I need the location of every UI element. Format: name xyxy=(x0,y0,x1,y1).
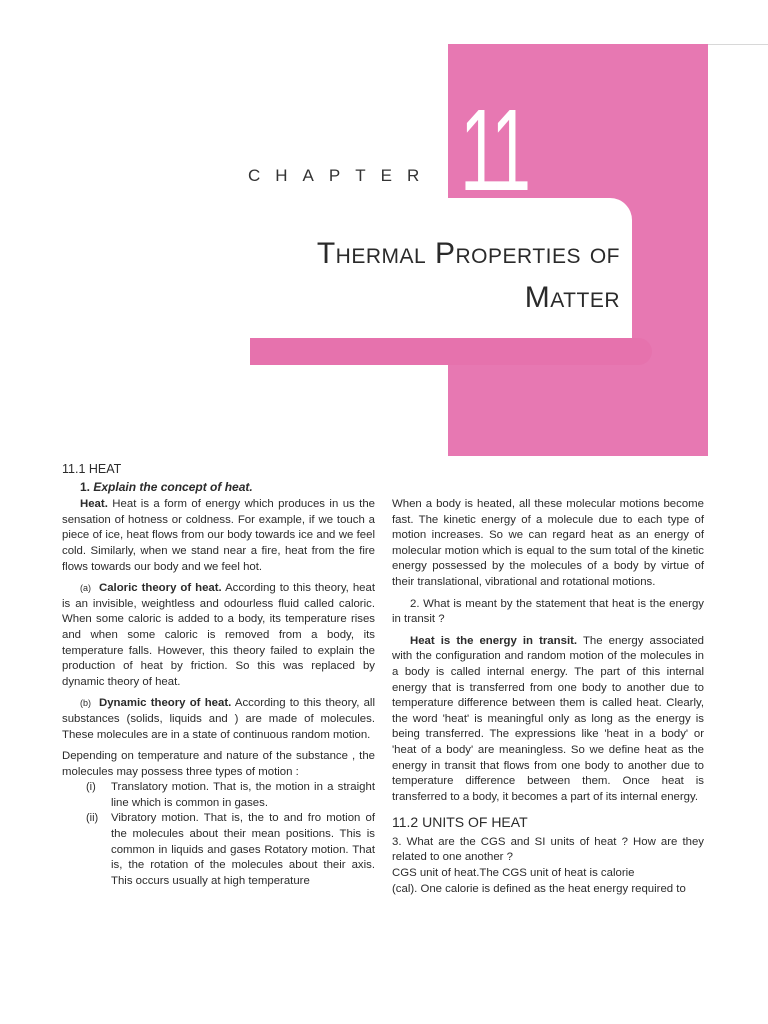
question-1-text: Explain the concept of heat. xyxy=(93,479,253,494)
list-item xyxy=(62,780,375,811)
dynamic-label: (b) xyxy=(80,698,91,709)
question-1 xyxy=(80,480,375,496)
list-item-number: (ii) xyxy=(86,812,99,825)
section-heading-heat: 11.1 HEAT xyxy=(62,462,122,476)
top-rule xyxy=(708,44,768,45)
question-3: 3. What are the CGS and SI units of heat ? How are they related to one another ? xyxy=(392,835,704,864)
transit-paragraph xyxy=(392,634,704,806)
list-item xyxy=(62,811,375,889)
caloric-term: Caloric theory of heat. xyxy=(99,582,222,595)
list-item-number: (i) xyxy=(86,781,96,794)
chapter-title-line-1: Thermal Properties of xyxy=(316,237,620,270)
heat-term: Heat. xyxy=(80,498,108,511)
left-column xyxy=(62,462,375,889)
chapter-label: CHAPTER xyxy=(248,166,435,185)
section-heading-units: 11.2 UNITS OF HEAT xyxy=(392,814,528,831)
caloric-label: (a) xyxy=(80,583,91,594)
right-column xyxy=(392,497,704,897)
dynamic-text: According to this theory, all substances (solids, liquids and ) are made of molecules. These molecules are in a state of continuous random motion. xyxy=(62,697,375,741)
dynamic-term: Dynamic theory of heat. xyxy=(99,697,232,710)
transit-text: The energy associated with the configuration and random motion of the molecules in a body is called internal energy. The part of this internal energy that is transferred from one body to another due to temperature difference between them is called heat. Clearly, the word 'heat' is meaningful only as long as the energy is being transferred. The expressions like 'heat in a body' or 'heat of a body' are meaningless. So we define heat as the energy in transit that flows from one body to another due to temperature difference between them. Once heat is transferred to a body, it becomes a part of its internal energy. xyxy=(392,634,704,803)
cgs-unit-line: CGS unit of heat.The CGS unit of heat is calorie xyxy=(392,867,635,880)
caloric-paragraph xyxy=(62,581,375,690)
chapter-title-line-2: Matter xyxy=(524,281,620,314)
heat-text: Heat is a form of energy which produces in us the sensation of hotness or coldness. For example, if we touch a piece of ice, heat flows from our body towards ice and we feel cold. Similarly, when we stand near a fire, heat from the fire flows towards our body and we feel hot. xyxy=(62,498,375,573)
list-item-text: Translatory motion. That is, the motion in a straight line which is common in gases. xyxy=(111,781,375,809)
caloric-text: According to this theory, heat is an invisible, weightless and odourless fluid called caloric. When some caloric is added to a body, its temperature rises and when some caloric is removed from a body, its temperature falls. However, this theory failed to explain the production of heat by friction. So this was replaced by dynamic theory of heat. xyxy=(62,582,375,688)
chapter-number: 11 xyxy=(460,85,528,215)
list-item-text: Vibratory motion. That is, the to and fro motion of the molecules about their mean positions. This is common in liquids and gases Rotatory motion. That is, the rotation of the molecules about their axis. This occurs usually at high temperature xyxy=(111,812,375,887)
transit-term: Heat is the energy in transit. xyxy=(410,634,578,647)
title-underline-bar xyxy=(250,338,652,365)
question-2: 2. What is meant by the statement that heat is the energy in transit ? xyxy=(392,597,704,626)
dynamic-paragraph xyxy=(62,696,375,743)
motion-list xyxy=(62,780,375,889)
question-1-number: 1. xyxy=(80,479,91,494)
depending-paragraph: Depending on temperature and nature of the substance , the molecules may possess three types of motion : xyxy=(62,750,375,778)
molecular-motion-paragraph: When a body is heated, all these molecular motions become fast. The kinetic energy of a molecule due to each type of motion increases. So we can regard heat as an energy of molecular motion which is equal to the sum total of the kinetic energy possessed by the molecules of a body by virtue of their translational, vibrational and rotational motions. xyxy=(392,498,704,588)
chapter-title xyxy=(317,232,620,320)
calorie-line: (cal). One calorie is defined as the heat energy required to xyxy=(392,882,686,895)
heat-paragraph xyxy=(62,497,375,575)
